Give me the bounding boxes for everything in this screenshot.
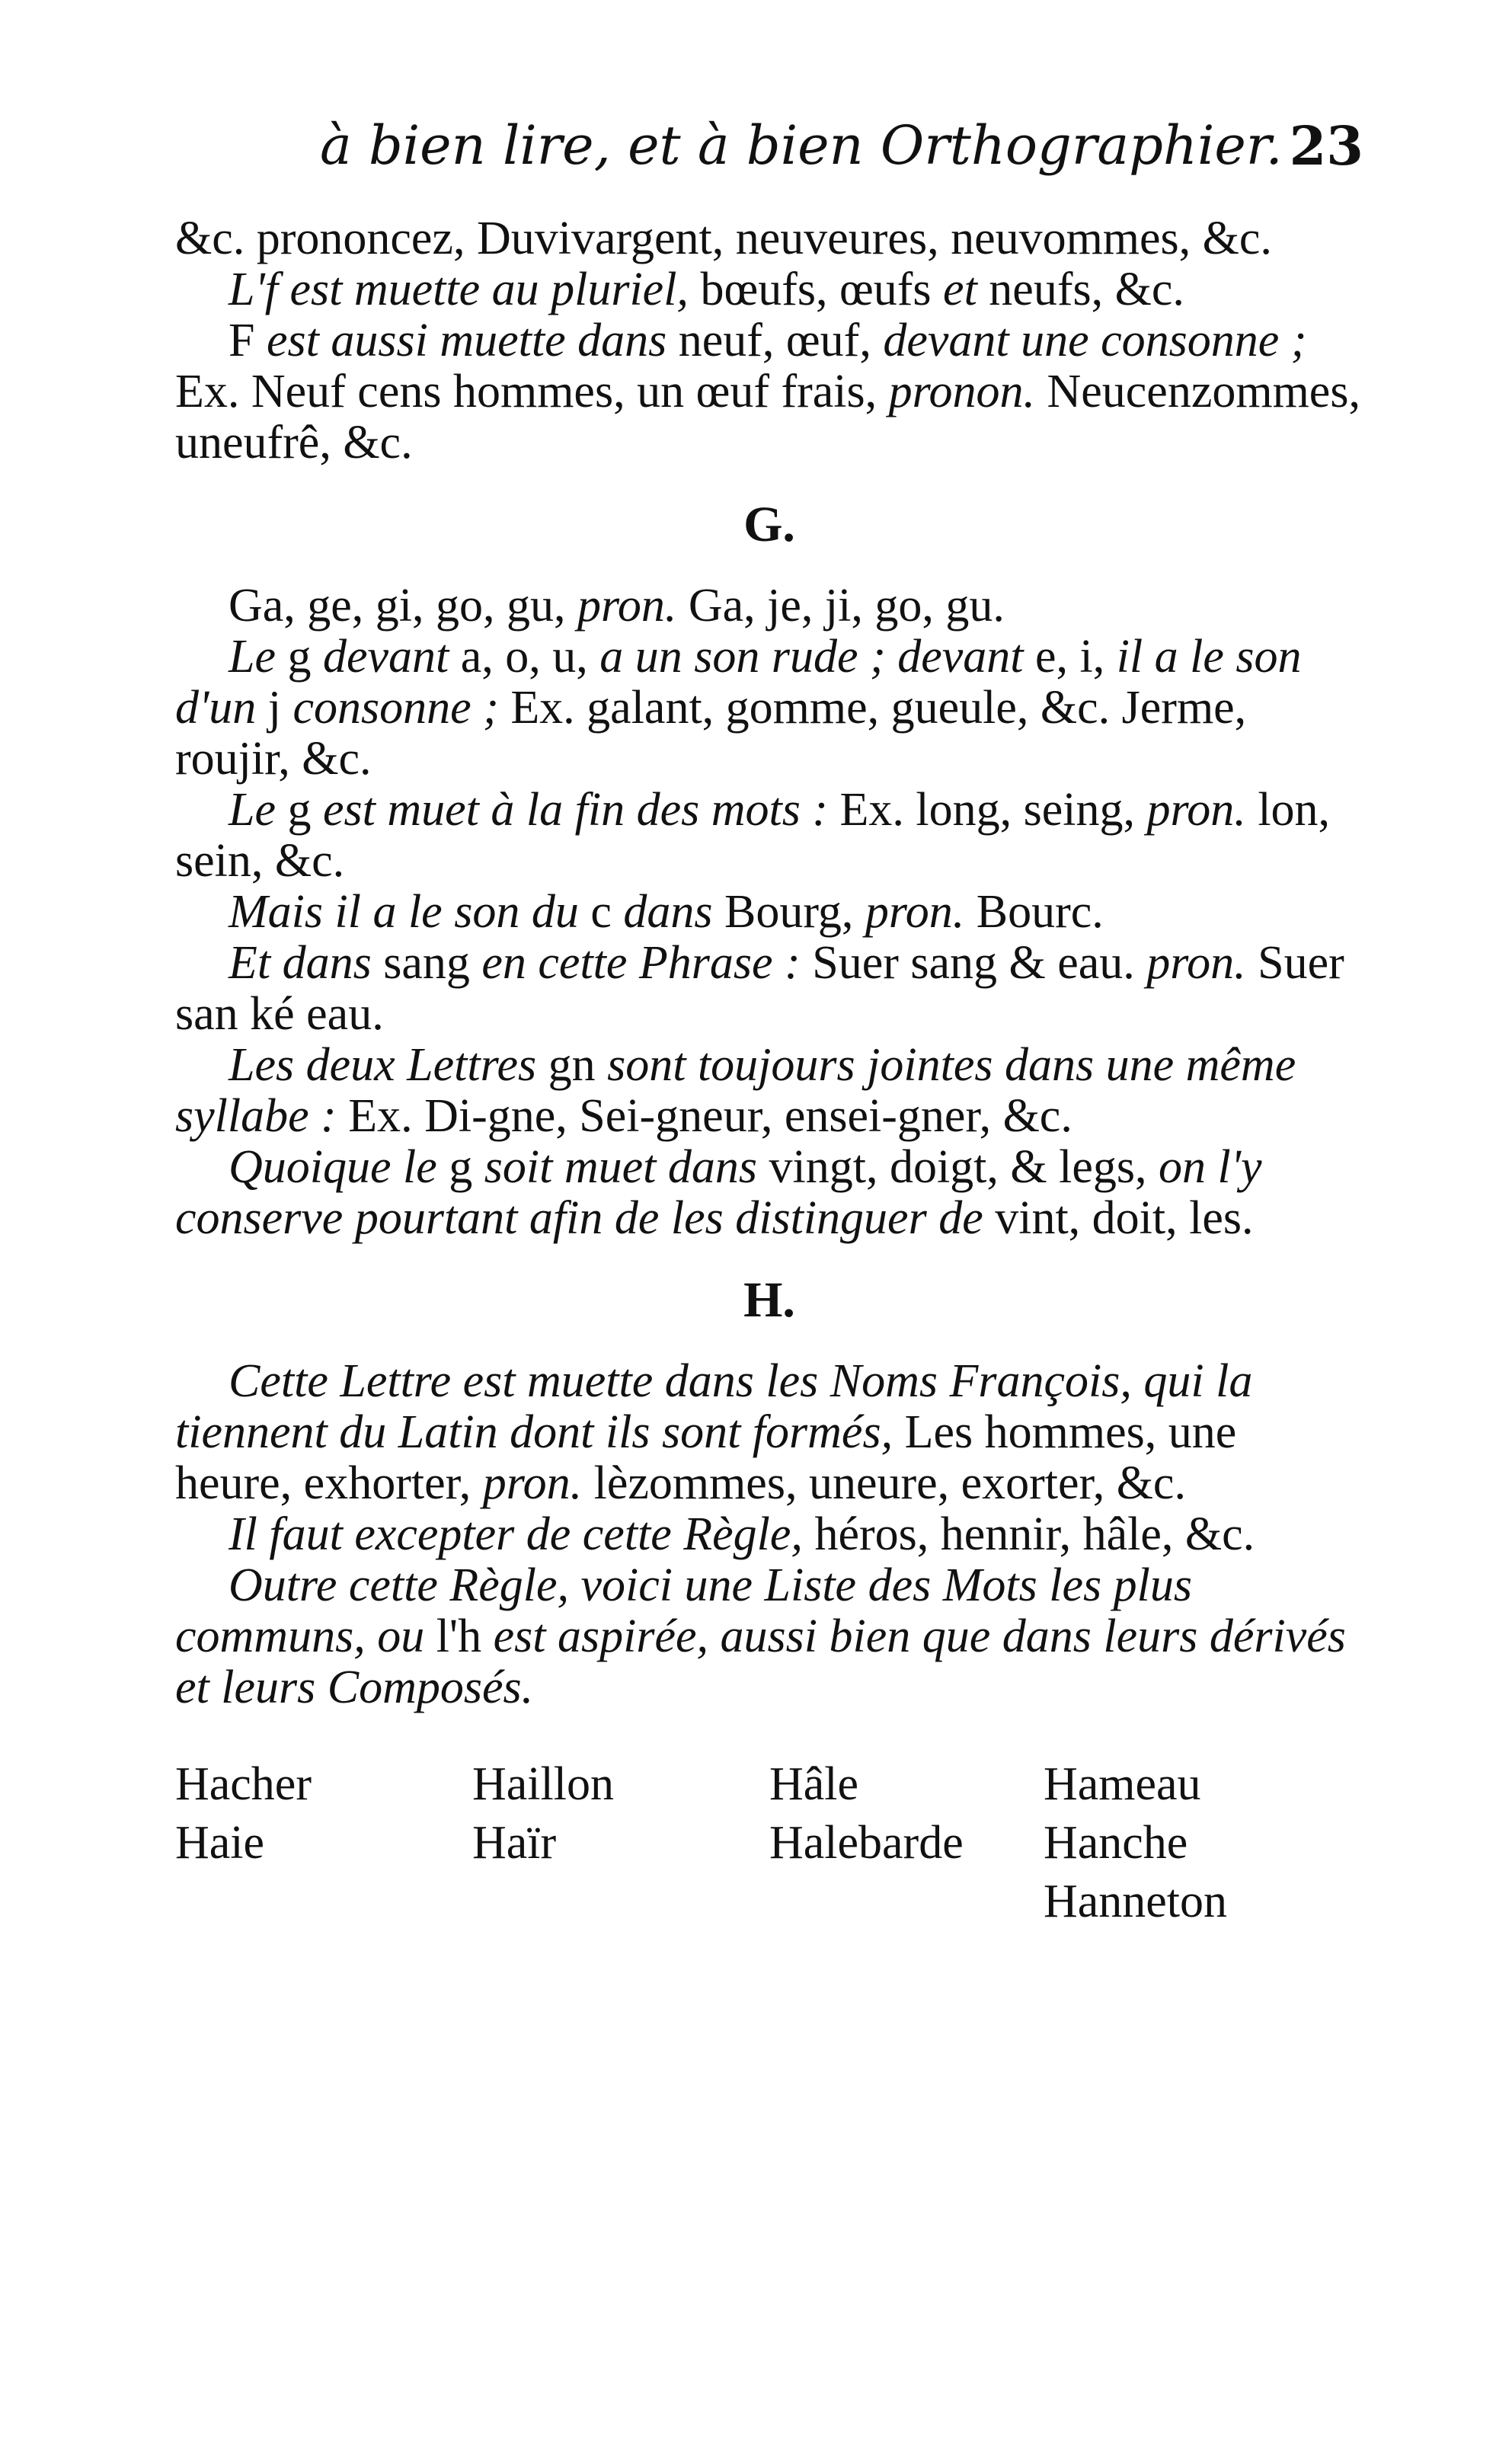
text-italic: a un son rude ; devant — [599, 631, 1024, 683]
paragraph-f-consonne — [175, 315, 1363, 469]
paragraph-f-plural — [175, 264, 1363, 315]
word-list-item: Haillon — [472, 1758, 614, 1810]
text-italic: Le — [229, 631, 276, 683]
paragraph-prononcez: &c. prononcez, Duvivargent, neuveures, neuvommes, &c. — [175, 213, 1272, 264]
text-italic: Le — [229, 784, 276, 836]
paragraph-gn — [175, 1040, 1363, 1142]
text: Ex. galant, gomme, gueule, &c. Jerme, roujir, &c. — [175, 682, 1247, 785]
text-italic: Quoique le — [229, 1141, 437, 1193]
text: Suer sang & eau. — [800, 937, 1147, 989]
text-italic: Outre cette Règle, voici une Liste des Mots les plus communs, ou — [175, 1559, 1192, 1662]
page-number: 23 — [1289, 114, 1363, 177]
paragraph-h-excepter — [175, 1509, 1363, 1560]
text: Neucenzommes, uneufrê, &c. — [175, 366, 1360, 469]
text: e, i, — [1023, 631, 1117, 683]
text: vint, doit, les. — [983, 1192, 1254, 1244]
paragraph-ga-ge — [175, 580, 1363, 632]
text: vingt, doigt, & legs, — [757, 1141, 1159, 1193]
text-italic: L'f est muette au pluriel, — [229, 264, 689, 315]
text: Ex. Neuf cens hommes, un œuf frais, — [175, 366, 889, 417]
text-italic: Et dans — [229, 937, 372, 989]
text-italic: sont toujours jointes dans une même syllabe : — [175, 1039, 1296, 1142]
text: gn — [536, 1039, 608, 1091]
aspirated-h-word-list — [175, 1759, 1363, 1927]
text-italic: dans — [623, 886, 713, 938]
text: Bourg, — [712, 886, 865, 938]
running-header — [320, 114, 1363, 183]
text: Ga, ge, gi, go, gu, — [229, 580, 578, 632]
text-italic: Cette Lettre est muette dans les Noms François, qui la tiennent du Latin dont ils sont formés, — [175, 1355, 1253, 1458]
word-list-item: Hacher — [175, 1758, 312, 1810]
paragraph-g-bourg — [175, 887, 1363, 938]
text: Bourc. — [964, 886, 1104, 938]
page-body — [175, 213, 1363, 1927]
word-list-item: Hanche — [1044, 1817, 1188, 1869]
text-italic: consonne ; — [292, 682, 499, 734]
word-list-item: Hanneton — [1044, 1876, 1228, 1927]
text-italic: pron. — [482, 1457, 583, 1509]
paragraph-g-rude — [175, 632, 1363, 785]
paragraph-g-vingt — [175, 1142, 1363, 1244]
text-italic: Mais il a le son du — [229, 886, 579, 938]
text: F — [229, 315, 267, 366]
text-italic: est aussi muette dans — [266, 315, 667, 366]
section-heading-h: H. — [743, 1272, 795, 1328]
text-italic: devant — [323, 631, 449, 683]
text: neuf, œuf, — [666, 315, 884, 366]
paragraph-h-liste — [175, 1560, 1363, 1713]
text: sang — [371, 937, 482, 989]
text: j — [256, 682, 293, 734]
word-list-item: Halebarde — [769, 1817, 964, 1869]
text: g — [276, 784, 323, 836]
text: bœufs, œufs — [688, 264, 944, 315]
text-italic: soit muet dans — [484, 1141, 757, 1193]
text-italic: pron. — [577, 580, 677, 632]
text: g — [276, 631, 323, 683]
text: Suer san ké eau. — [175, 937, 1344, 1040]
text-italic: en cette Phrase : — [481, 937, 801, 989]
text-italic: devant une consonne ; — [883, 315, 1307, 366]
text: a, o, u, — [449, 631, 600, 683]
text: l'h — [424, 1610, 494, 1662]
text: Ex. long, seing, — [828, 784, 1147, 836]
text-italic: on l'y conserve pourtant afin de les distinguer de — [175, 1141, 1262, 1244]
text-italic: il a le son d'un — [175, 631, 1302, 734]
paragraph-h-muette — [175, 1356, 1363, 1509]
text-italic: et — [943, 264, 977, 315]
word-list-item: Haie — [175, 1817, 265, 1869]
text: héros, hennir, hâle, &c. — [802, 1508, 1255, 1560]
header-title: à bien lire, et à bien Orthographier. — [320, 114, 1283, 177]
word-list-item: Haïr — [472, 1817, 557, 1869]
text: Ga, je, ji, go, gu. — [676, 580, 1005, 632]
text-italic: pron. — [1146, 784, 1246, 836]
word-list-item: Hameau — [1044, 1758, 1201, 1810]
text: lon, sein, &c. — [175, 784, 1331, 887]
text-italic: Les deux Lettres — [229, 1039, 537, 1091]
text: Les hommes, une heure, exhorter, — [175, 1406, 1237, 1509]
paragraph-g-sang — [175, 938, 1363, 1040]
text-italic: est muet à la fin des mots : — [323, 784, 828, 836]
text-italic: pron. — [865, 886, 965, 938]
text: g — [436, 1141, 484, 1193]
text: Ex. Di-gne, Sei-gneur, ensei-gner, &c. — [336, 1090, 1072, 1142]
text-italic: pronon. — [888, 366, 1035, 417]
paragraph-g-muet — [175, 785, 1363, 887]
text: neufs, &c. — [977, 264, 1184, 315]
section-heading-g: G. — [743, 497, 795, 552]
word-list-item: Hâle — [769, 1758, 859, 1810]
text: c — [578, 886, 624, 938]
text: lèzommes, uneure, exorter, &c. — [582, 1457, 1186, 1509]
text-italic: pron. — [1146, 937, 1246, 989]
text-italic: Il faut excepter de cette Règle, — [229, 1508, 803, 1560]
text-italic: est aspirée, aussi bien que dans leurs dérivés et leurs Composés. — [175, 1610, 1346, 1713]
